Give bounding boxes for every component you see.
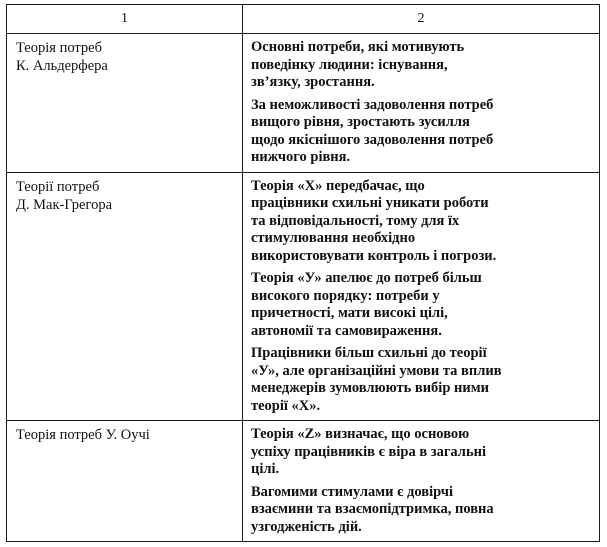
- text-line: цілі.: [251, 461, 280, 477]
- theory-description-cell: [243, 34, 600, 173]
- text-line: «У», але організаційні умови та вплив: [251, 362, 502, 379]
- text-line: менеджерів зумовлюють вибір ними: [251, 380, 489, 396]
- text-line: Теорія «У» апелює до потреб більш: [251, 270, 482, 286]
- table-row: [7, 172, 600, 421]
- text-line: та відповідальності, тому для їх: [251, 212, 460, 229]
- text-line: щодо якіснішого задоволення потреб: [251, 131, 494, 148]
- theories-table: [6, 4, 600, 542]
- table-row: [7, 34, 600, 173]
- theory-name-line: К. Альдерфера: [16, 58, 108, 74]
- theory-name-line: Теорія потреб: [16, 40, 102, 56]
- text-line: причетності, мати високі цілі,: [251, 305, 448, 321]
- theory-description-cell: [243, 172, 600, 421]
- column-1-header: 1: [7, 5, 243, 34]
- text-line: Вагомими стимулами є довірчі: [251, 483, 454, 500]
- text-line: теорії «Х».: [251, 397, 321, 414]
- theory-name-cell: [7, 421, 243, 542]
- text-line: узгодженість дій.: [251, 518, 362, 535]
- theory-name-line: Д. Мак-Грегора: [16, 196, 113, 213]
- text-line: використовувати контроль і погрози.: [251, 247, 497, 264]
- theory-name-line: Теорії потреб: [16, 178, 100, 195]
- description-paragraph: [251, 97, 593, 167]
- theory-name-line: Теорія потреб У. Оучі: [16, 427, 150, 443]
- description-paragraph: [251, 39, 593, 92]
- text-line: Теорія «Х» передбачає, що: [251, 177, 425, 194]
- text-line: зв’язку, зростання.: [251, 74, 375, 90]
- text-line: стимулювання необхідно: [251, 230, 416, 246]
- theory-description-cell: [243, 421, 600, 542]
- text-line: нижчого рівня.: [251, 149, 351, 165]
- text-line: високого порядку: потреби у: [251, 287, 440, 304]
- text-line: Основні потреби, які мотивують: [251, 39, 465, 55]
- text-line: автономії та самовираження.: [251, 322, 442, 339]
- text-line: За неможливості задоволення потреб: [251, 96, 494, 113]
- description-paragraph: [251, 345, 593, 415]
- description-paragraph: [251, 484, 593, 537]
- description-paragraph: [251, 270, 593, 340]
- text-line: поведінку людини: існування,: [251, 56, 448, 73]
- text-line: Теорія «Z» визначає, що основою: [251, 426, 470, 442]
- text-line: працівники схильні уникати роботи: [251, 195, 489, 211]
- description-paragraph: [251, 426, 593, 479]
- column-2-header: 2: [243, 5, 600, 34]
- text-line: взаємини та взаємопідтримка, повна: [251, 501, 494, 517]
- text-line: Працівники більш схильні до теорії: [251, 345, 487, 361]
- theory-name-cell: [7, 172, 243, 421]
- header-row: [7, 5, 600, 34]
- text-line: вищого рівня, зростають зусилля: [251, 114, 470, 130]
- description-paragraph: [251, 178, 593, 266]
- text-line: успіху працівників є віра в загальні: [251, 443, 486, 460]
- theory-name-cell: [7, 34, 243, 173]
- table-row: [7, 421, 600, 542]
